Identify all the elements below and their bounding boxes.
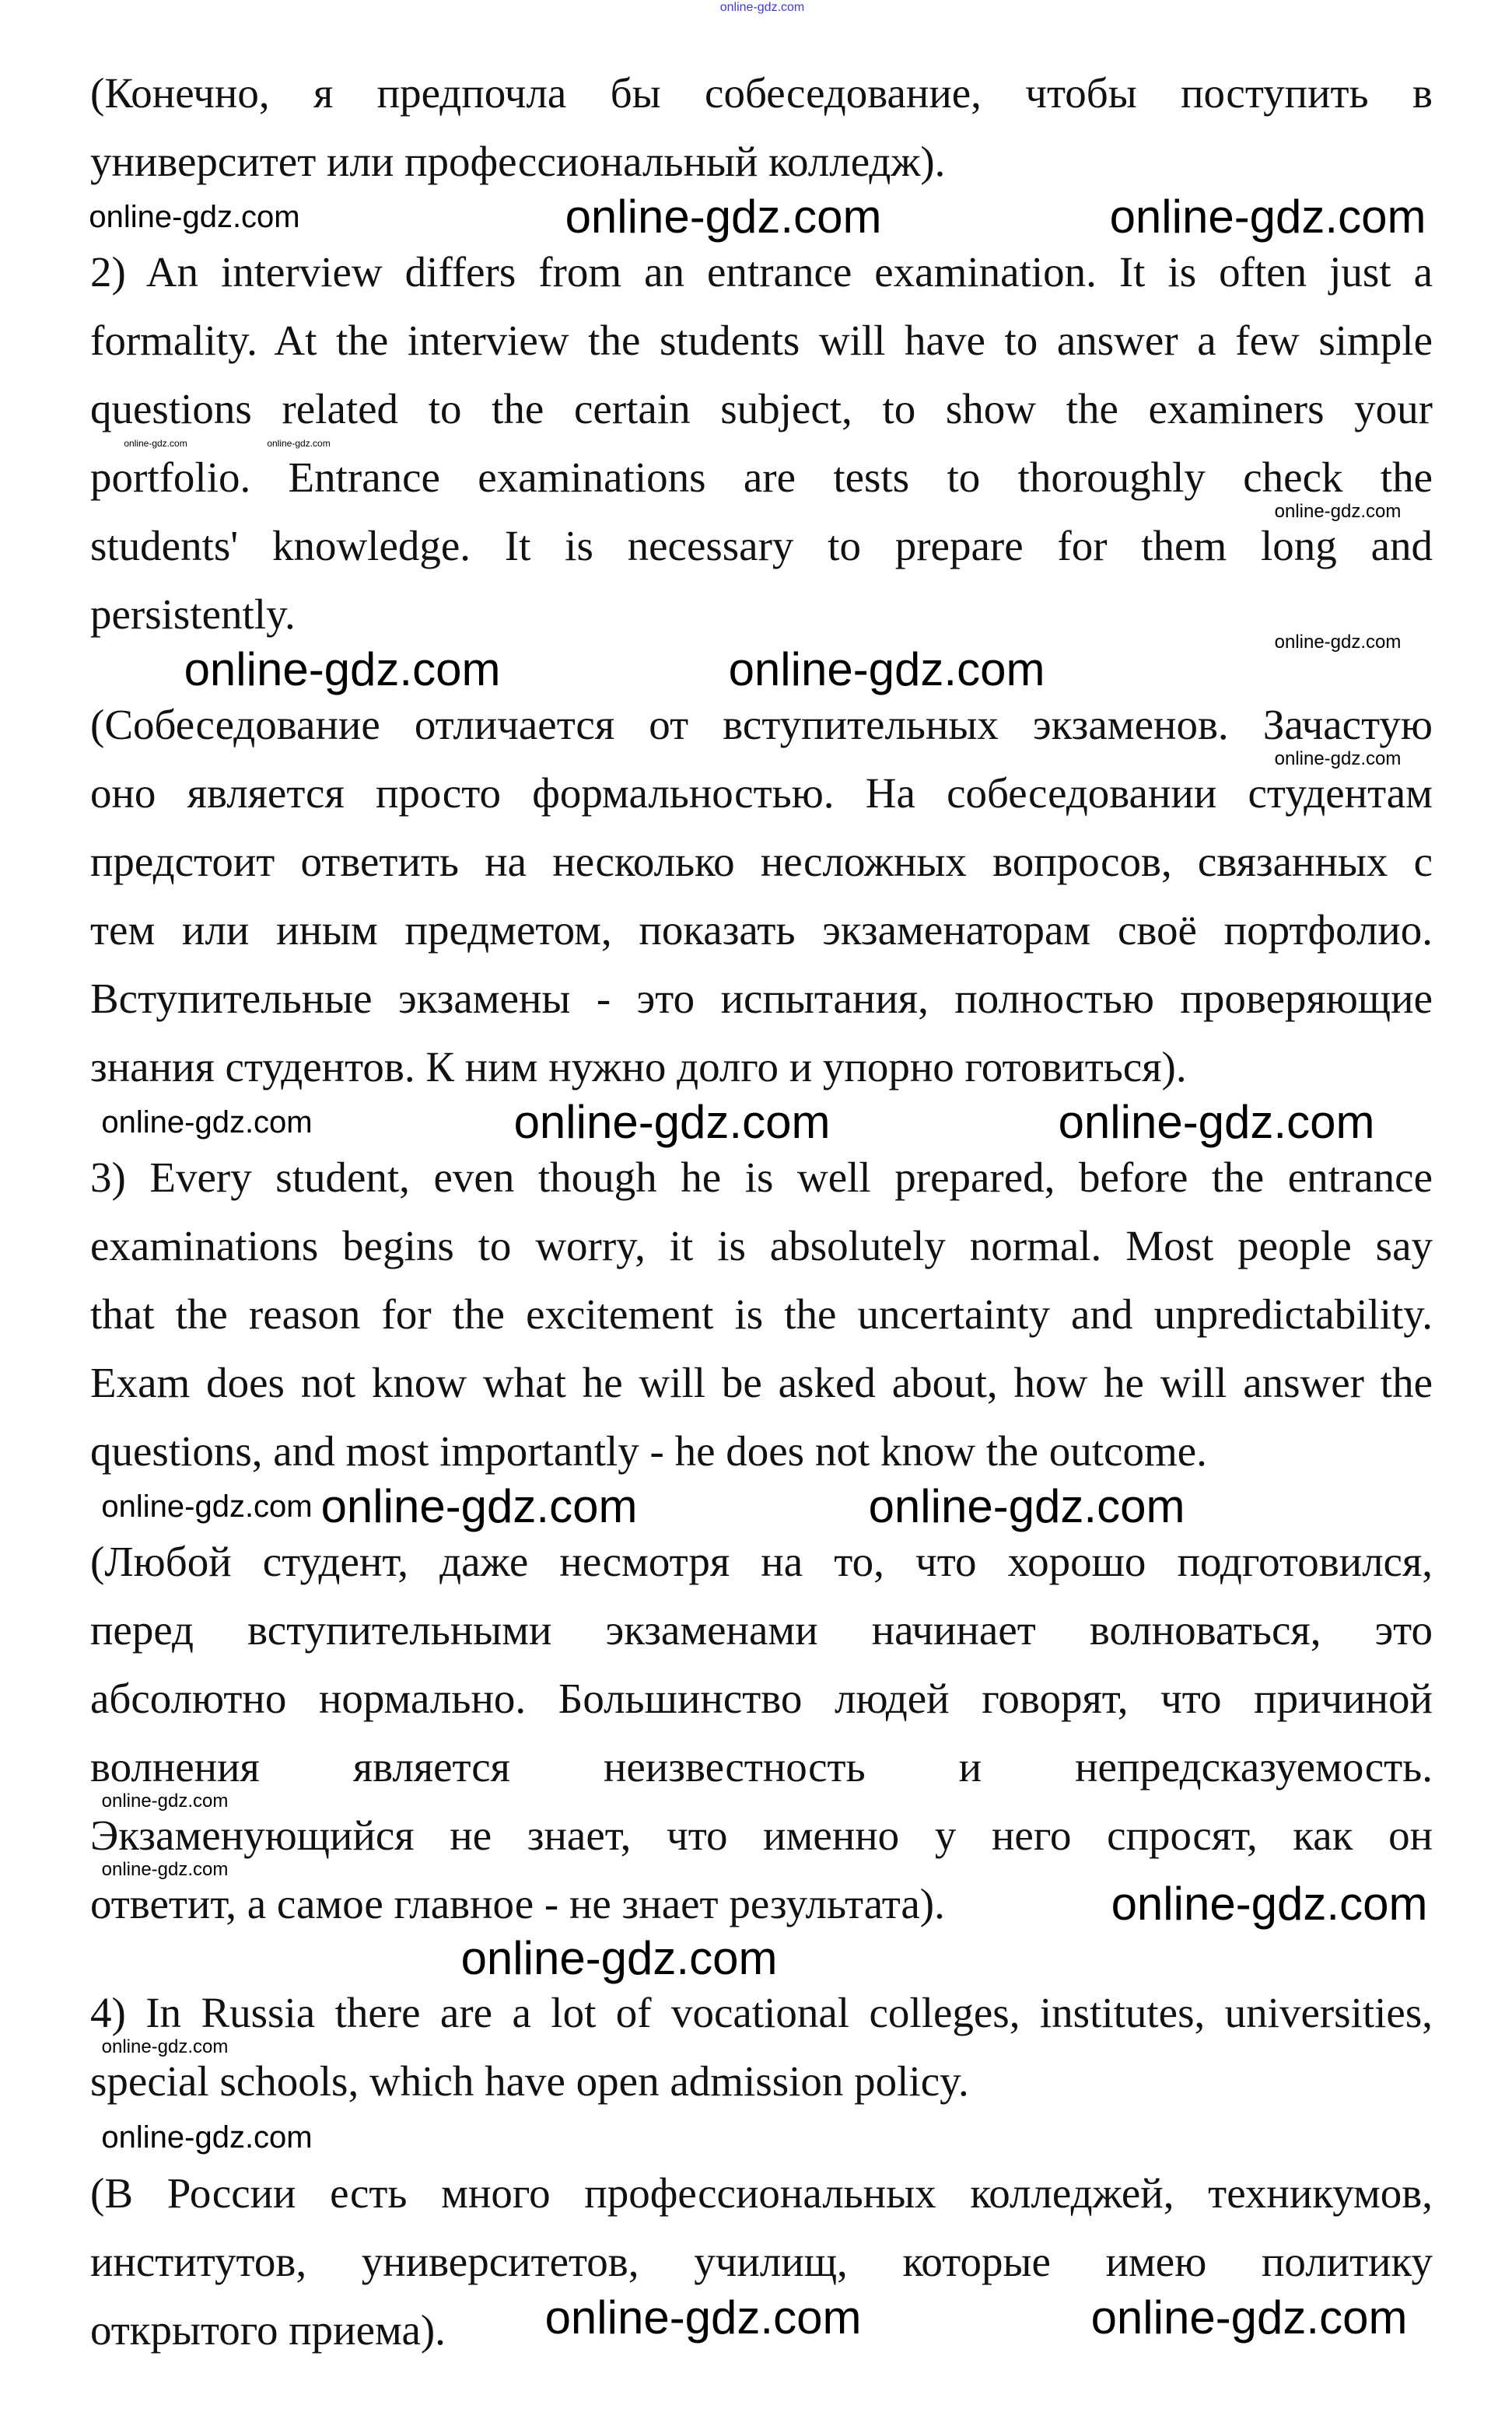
watermark: online-gdz.com bbox=[1274, 748, 1402, 769]
text-line: знания студентов. К ним нужно долго и упорно готовиться). bbox=[90, 1043, 1187, 1090]
text-line: Exam does not know what he will be asked about, how he will answer the bbox=[90, 1359, 1433, 1406]
watermark: online-gdz.com bbox=[267, 438, 331, 449]
text-line: предстоит ответить на несколько несложных вопросов, связанных с bbox=[90, 838, 1433, 885]
watermark: online-gdz.com bbox=[868, 1480, 1185, 1532]
watermark: online-gdz.com bbox=[320, 1480, 638, 1532]
watermark: online-gdz.com bbox=[101, 2120, 313, 2155]
watermark: online-gdz.com bbox=[101, 1105, 313, 1139]
text-line: университет или профессиональный колледж). bbox=[90, 138, 946, 185]
text-line: that the reason for the excitement is the uncertainty and unpredictability. bbox=[90, 1290, 1433, 1338]
paragraph bbox=[90, 691, 1433, 1101]
watermark: online-gdz.com bbox=[1111, 1878, 1428, 1930]
paragraph bbox=[90, 1528, 1433, 1938]
text-line: волнения является неизвестность и непредсказуемость. bbox=[90, 1743, 1433, 1791]
watermark: online-gdz.com bbox=[544, 2291, 862, 2344]
text-line: persistently. bbox=[90, 590, 296, 638]
text-line: перед вступительными экзаменами начинает волноваться, это bbox=[90, 1606, 1433, 1654]
watermark: online-gdz.com bbox=[565, 191, 882, 243]
watermark: online-gdz.com bbox=[513, 1096, 831, 1148]
watermark: online-gdz.com bbox=[460, 1932, 778, 1984]
text-line: portfolio. Entrance examinations are tests to thoroughly check the bbox=[90, 453, 1433, 501]
text-line: 4) In Russia there are a lot of vocational colleges, institutes, universities, bbox=[90, 1989, 1433, 2036]
text-line: examinations begins to worry, it is absolutely normal. Most people say bbox=[90, 1222, 1433, 1269]
text-line: абсолютно нормально. Большинство людей говорят, что причиной bbox=[90, 1675, 1433, 1722]
text-line: special schools, which have open admission policy. bbox=[90, 2057, 969, 2105]
watermark: online-gdz.com bbox=[89, 200, 300, 234]
text-line: (Конечно, я предпочла бы собеседование, чтобы поступить в bbox=[90, 69, 1433, 117]
text-line: тем или иным предметом, показать экзаменаторам своё портфолио. bbox=[90, 906, 1433, 954]
text-line: Экзаменующийся не знает, что именно у него спросят, как он bbox=[90, 1812, 1433, 1859]
paragraph bbox=[90, 1143, 1433, 1486]
text-line: formality. At the interview the students will have to answer a few simple bbox=[90, 317, 1433, 364]
text-line: questions, and most importantly - he does not know the outcome. bbox=[90, 1427, 1207, 1475]
watermark: online-gdz.com bbox=[124, 438, 187, 449]
watermark: online-gdz.com bbox=[1274, 632, 1402, 653]
watermark: online-gdz.com bbox=[1274, 501, 1402, 522]
watermark: online-gdz.com bbox=[184, 643, 501, 695]
text-line: открытого приема). bbox=[90, 2306, 446, 2354]
text-line: институтов, университетов, училищ, которые имею политику bbox=[90, 2238, 1433, 2285]
watermark: online-gdz.com bbox=[728, 643, 1045, 695]
text-line: questions related to the certain subject, to show the examiners your bbox=[90, 385, 1433, 432]
watermark: online-gdz.com bbox=[101, 1859, 229, 1880]
text-line: оно является просто формальностью. На собеседовании студентам bbox=[90, 769, 1433, 817]
watermark: online-gdz.com bbox=[101, 2036, 229, 2057]
watermark: online-gdz.com bbox=[1109, 191, 1426, 243]
text-line: (Собеседование отличается от вступительных экзаменов. Зачастую bbox=[90, 701, 1433, 748]
watermark: online-gdz.com bbox=[1058, 1096, 1375, 1148]
text-line: (В России есть много профессиональных колледжей, техникумов, bbox=[90, 2169, 1433, 2217]
text-line: 3) Every student, even though he is well prepared, before the entrance bbox=[90, 1153, 1433, 1201]
paragraph bbox=[90, 1979, 1433, 2116]
watermark: online-gdz.com bbox=[101, 1490, 313, 1524]
watermark: online-gdz.com bbox=[1090, 2291, 1408, 2344]
text-line: Вступительные экзамены - это испытания, полностью проверяющие bbox=[90, 975, 1433, 1022]
text-line: (Любой студент, даже несмотря на то, что хорошо подготовился, bbox=[90, 1538, 1433, 1585]
watermark: online-gdz.com bbox=[719, 1, 805, 14]
text-line: ответит, а самое главное - не знает результата). bbox=[90, 1880, 945, 1927]
text-line: students' knowledge. It is necessary to prepare for them long and bbox=[90, 522, 1433, 569]
text-line: 2) An interview differs from an entrance examination. It is often just a bbox=[90, 248, 1433, 296]
paragraph bbox=[90, 59, 1433, 196]
watermark: online-gdz.com bbox=[101, 1791, 229, 1812]
